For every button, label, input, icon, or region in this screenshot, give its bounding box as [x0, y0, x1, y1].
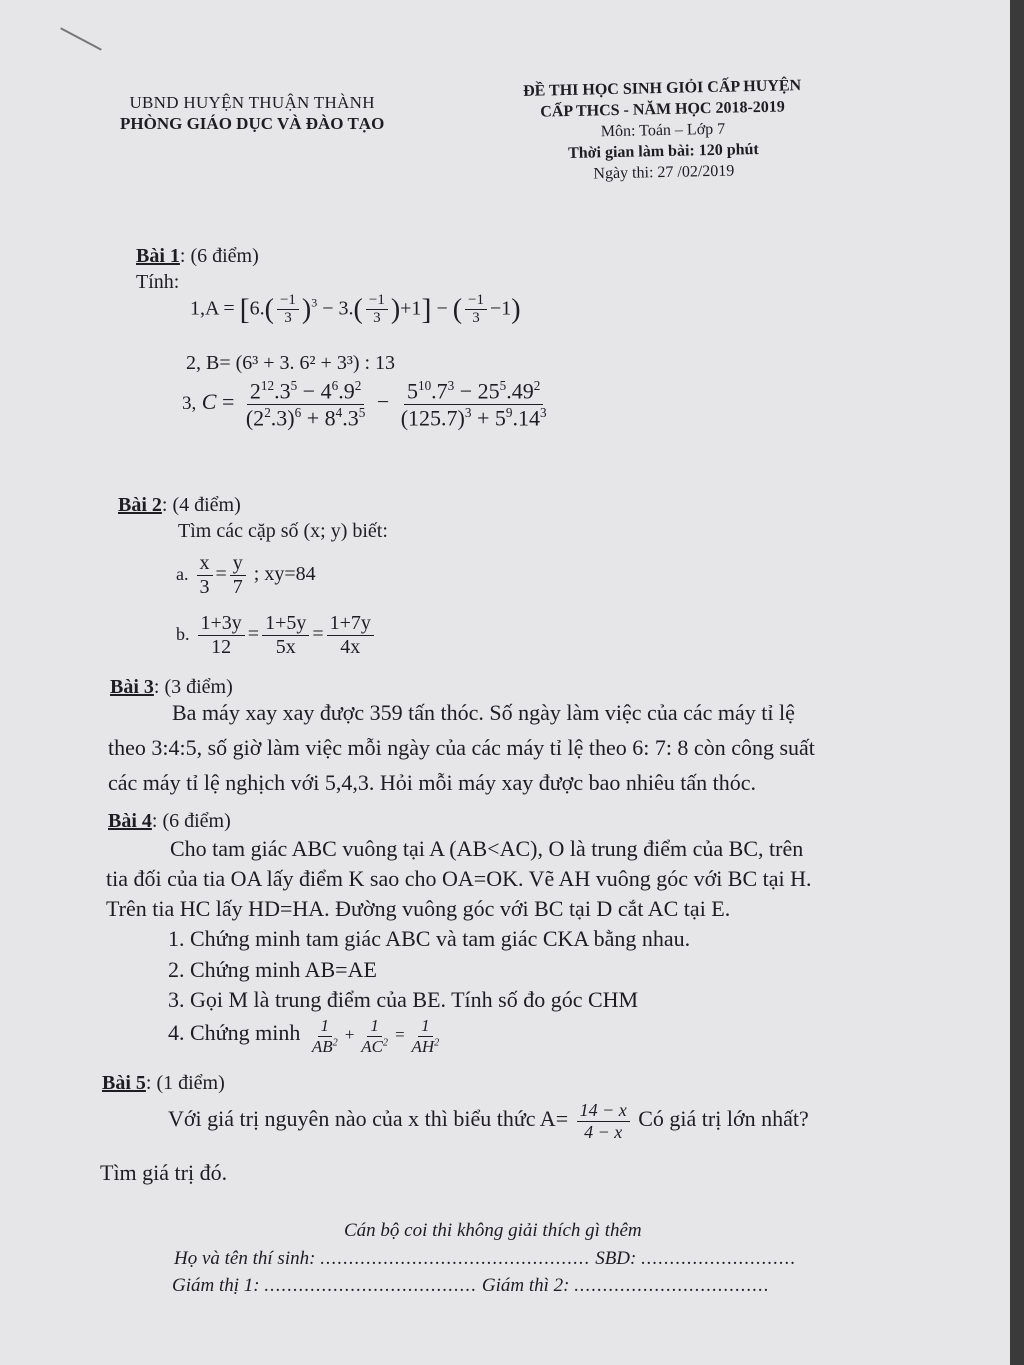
- exam-subject: Môn: Toán – Lớp 7: [600, 120, 726, 141]
- bai3-line-1: Ba máy xay xay được 359 tấn thóc. Số ngày làm việc của các máy tỉ lệ: [172, 700, 795, 725]
- proctor-1-label: Giám thị 1:: [172, 1275, 260, 1296]
- bai3-points: : (3 điểm): [153, 676, 233, 698]
- sbd-label: SBD:: [595, 1248, 637, 1269]
- bai2-a-label: a.: [176, 564, 189, 585]
- bai2-b-label: b.: [176, 624, 190, 645]
- bai4-title: Bài 4: [108, 810, 152, 832]
- bai5-heading: [102, 1072, 225, 1095]
- bai2-instruction: Tìm các cặp số (x; y) biết:: [178, 520, 388, 542]
- bai1-a-label: 1,A =: [190, 297, 235, 320]
- org-line-1: UBND HUYỆN THUẬN THÀNH: [129, 93, 375, 112]
- org-line-2: PHÒNG GIÁO DỤC VÀ ĐÀO TẠO: [120, 114, 385, 133]
- bai5-line-1: Với giá trị nguyên nào của x thì biểu thức A= $\frac{14 - x}{4 - x}$ Có giá trị lớn nhất?: [168, 1100, 809, 1142]
- bai2-title: Bài 2: [118, 494, 162, 516]
- bai2-part-b: b. $\frac{1+3y}{12}$ = $\frac{1+5y}{5x}$ = $\frac{1+7y}{4x}$: [176, 612, 377, 659]
- bai4-points: : (6 điểm): [151, 810, 231, 832]
- bai2-part-a: a. $\frac{x}{3}$ = $\frac{y}{7}$ ; xy=84: [176, 552, 316, 598]
- bai3-line-3: các máy tỉ lệ nghịch với 5,4,3. Hỏi mỗi máy xay được bao nhiêu tấn thóc.: [108, 770, 756, 795]
- bai5-line-1b: Có giá trị lớn nhất?: [638, 1106, 809, 1132]
- proctor-line: Giám thị 1: ..................................... Giám thì 2: ..................................: [172, 1275, 770, 1296]
- bai1-instruction: Tính:: [136, 271, 180, 293]
- bai4-line-2: tia đối của tia OA lấy điểm K sao cho OA=OK. Vẽ AH vuông góc với BC tại H.: [106, 866, 812, 891]
- bai4-question-1: 1. Chứng minh tam giác ABC và tam giác CKA bằng nhau.: [168, 926, 691, 951]
- candidate-line: Họ và tên thí sinh: ............................................... SBD: ...........................: [174, 1248, 797, 1269]
- exam-date: Ngày thi: 27 /02/2019: [593, 162, 735, 183]
- exam-info-block: [477, 74, 849, 187]
- bai2-heading: [118, 494, 241, 517]
- bai4-question-2: 2. Chứng minh AB=AE: [168, 957, 377, 982]
- bai4-question-3: 3. Gọi M là trung điểm của BE. Tính số đo góc CHM: [168, 987, 639, 1012]
- bai4-line-3: Trên tia HC lấy HD=HA. Đường vuông góc với BC tại D cắt AC tại E.: [106, 896, 731, 921]
- bai1-expression-a: 1,A = [6.( $\frac{-1}{3}$ )$^3$ − 3.( $\frac{-1}{3}$ )+1] − ( $\frac{-1}{3}$ −1): [190, 292, 521, 327]
- bai2-a-condition: ; xy=84: [253, 563, 316, 586]
- proctor-2-label: Giám thì 2:: [481, 1275, 570, 1296]
- exam-level: CẤP THCS - NĂM HỌC 2018-2019: [540, 98, 786, 121]
- bai5-line-2: Tìm giá trị đó.: [100, 1160, 228, 1185]
- bai1-title: Bài 1: [136, 245, 180, 267]
- organization-block: [120, 92, 384, 134]
- bai2-points: : (4 điểm): [161, 494, 241, 516]
- bai1-heading: [136, 245, 259, 268]
- bai4-line-1: Cho tam giác ABC vuông tại A (AB<AC), O là trung điểm của BC, trên: [170, 836, 804, 861]
- bai1-expression-c: 3, C = $\frac{2^{12}.3^5 - 4^6.9^2}{(2^2.3)^6 + 8^4.3^5}$ − $\frac{5^{10}.7^3 - 25^5.49^2}{(125.7)^3 + 5^9.14^3}$: [182, 378, 547, 430]
- footer-note: Cán bộ coi thi không giải thích gì thêm: [344, 1220, 642, 1241]
- bai1-expression-b: 2, B= (6³ + 3. 6² + 3³) : 13: [186, 352, 396, 374]
- bai5-line-1a: Với giá trị nguyên nào của x thì biểu thức A=: [168, 1106, 569, 1132]
- bai4-question-4: 4. Chứng minh $\frac{1}{AB^2}$ + $\frac{1}{AC^2}$ = $\frac{1}{AH^2}$: [168, 1016, 440, 1056]
- bai4-question-4-text: 4. Chứng minh: [168, 1020, 301, 1045]
- bai1-points: : (6 điểm): [179, 245, 259, 267]
- exam-duration: Thời gian làm bài: 120 phút: [567, 141, 759, 162]
- pen-mark: [60, 27, 102, 50]
- candidate-name-label: Họ và tên thí sinh:: [174, 1248, 316, 1269]
- bai3-line-2: theo 3:4:5, số giờ làm việc mỗi ngày của các máy tỉ lệ theo 6: 7: 8 còn công suất: [108, 735, 815, 760]
- bai1-c-label: 3,: [182, 393, 197, 415]
- bai5-points: : (1 điểm): [145, 1072, 225, 1094]
- bai4-heading: [108, 810, 231, 833]
- bai5-title: Bài 5: [102, 1072, 146, 1094]
- exam-title: ĐỀ THI HỌC SINH GIỎI CẤP HUYỆN: [522, 77, 802, 100]
- bai3-title: Bài 3: [110, 676, 154, 698]
